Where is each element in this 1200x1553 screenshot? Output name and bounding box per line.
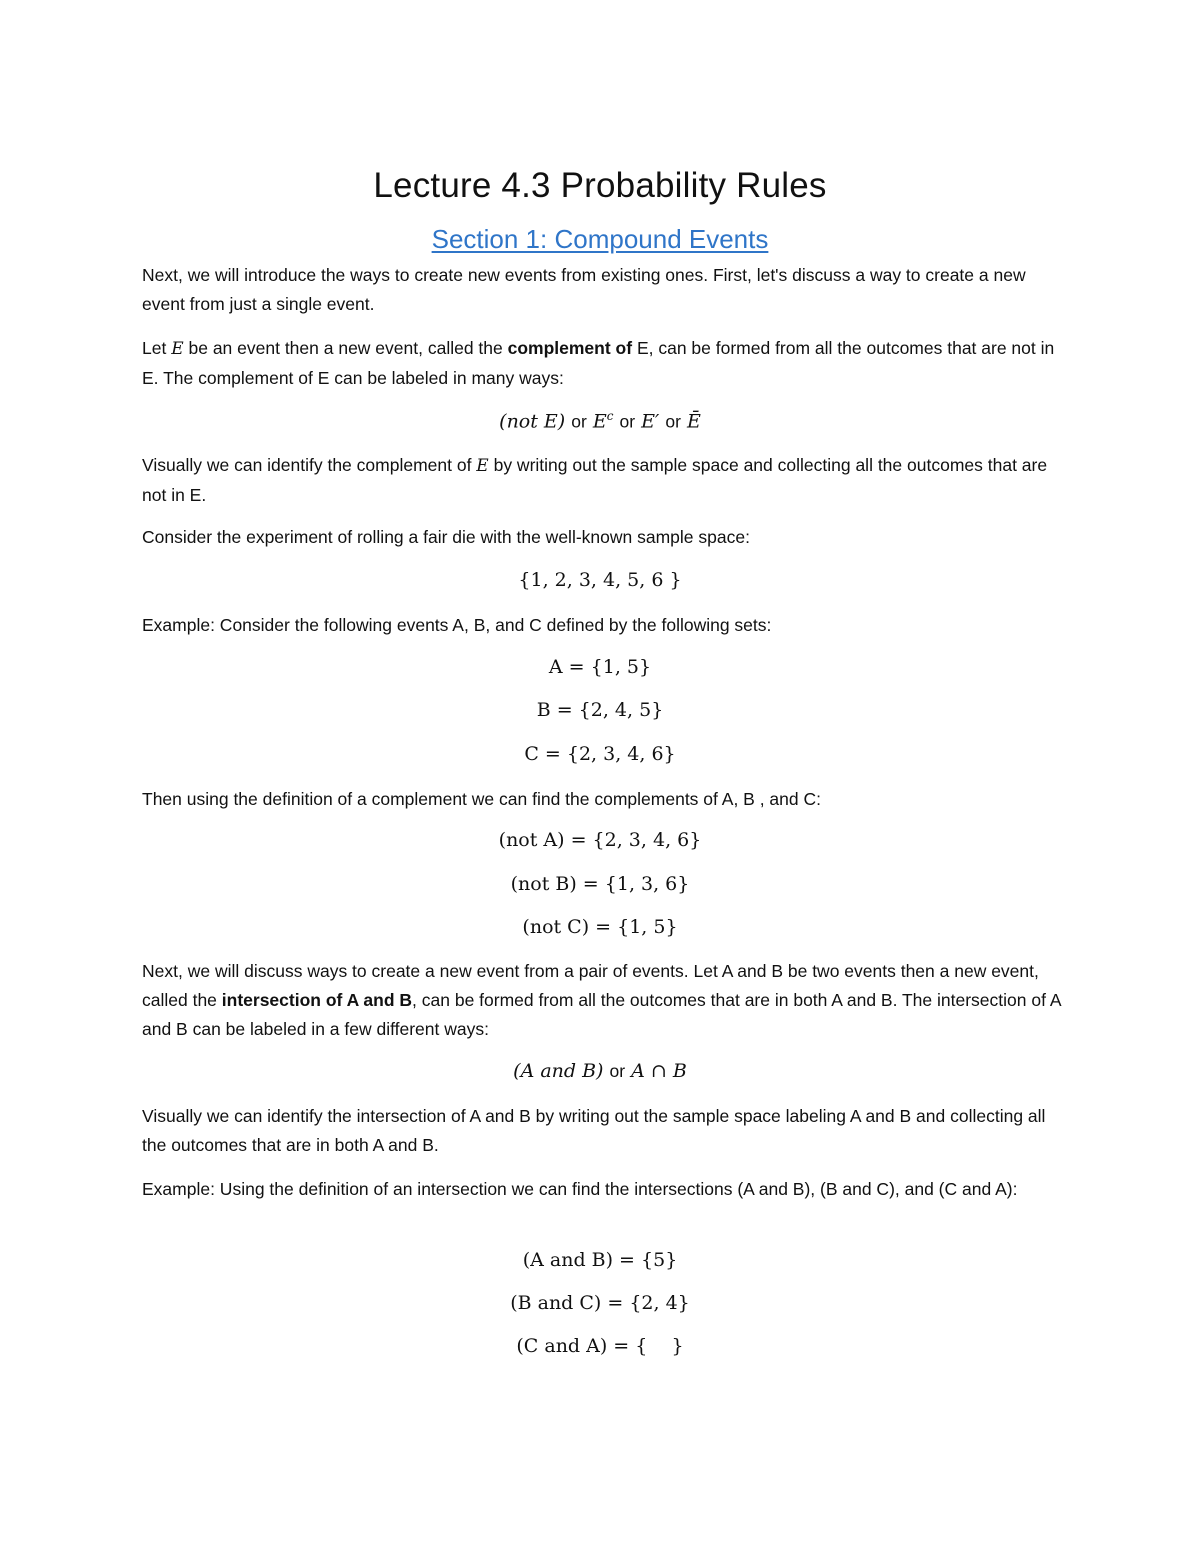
section-heading: Section 1: Compound Events <box>431 224 769 254</box>
equation-set-c: C = {2, 3, 4, 6} <box>524 743 676 765</box>
equation-complement-notation: (not E) or $E^c$ or E′ or Ē <box>499 409 701 433</box>
equation-c-and-a: (C and A) = { } <box>516 1335 684 1357</box>
paragraph-complements: Then using the definition of a complement we can find the complements of A, B , and C: <box>142 789 821 809</box>
equation-not-b: (not B) = {1, 3, 6} <box>510 873 690 895</box>
paragraph-intersection-definition: Next, we will discuss ways to create a new event from a pair of events. Let A and B be two events then a new event, called the intersection of A and B, can be formed from all the outcomes that are in both A and B. The intersection of A and B can be labeled in a few different ways: <box>142 961 1061 1039</box>
paragraph-complement-visual: Visually we can identify the complement of E by writing out the sample space and collecting all the outcomes that are not in E. <box>142 455 1048 505</box>
equation-not-c: (not C) = {1, 5} <box>522 916 678 938</box>
equation-a-and-b: (A and B) = {5} <box>522 1249 678 1271</box>
equation-set-a: A = {1, 5} <box>548 656 652 678</box>
page-title: Lecture 4.3 Probability Rules <box>373 166 827 205</box>
equation-set-b: B = {2, 4, 5} <box>536 699 664 721</box>
paragraph-intersection-visual: Visually we can identify the intersection of A and B by writing out the sample space labeling A and B and collecting all the outcomes that are in both A and B. <box>142 1106 1046 1155</box>
equation-intersection-notation: (A and B) or A ∩ B <box>513 1060 687 1082</box>
paragraph-sample-space: Consider the experiment of rolling a fair die with the well-known sample space: <box>142 527 750 547</box>
equation-sample-space: {1, 2, 3, 4, 5, 6 } <box>518 569 682 591</box>
equation-not-a: (not A) = {2, 3, 4, 6} <box>498 829 702 851</box>
equation-b-and-c: (B and C) = {2, 4} <box>510 1292 690 1314</box>
paragraph-intersection-example: Example: Using the definition of an intersection we can find the intersections (A and B), (B and C), and (C and A): <box>142 1179 1018 1199</box>
paragraph-intro: Next, we will introduce the ways to create new events from existing ones. First, let's discuss a way to create a new event from just a single event. <box>142 265 1026 314</box>
paragraph-complement-definition: Let E be an event then a new event, called the complement of E, can be formed from all the outcomes that are not in E. The complement of E can be labeled in many ways: <box>142 338 1055 388</box>
paragraph-example-events: Example: Consider the following events A, B, and C defined by the following sets: <box>142 615 772 635</box>
